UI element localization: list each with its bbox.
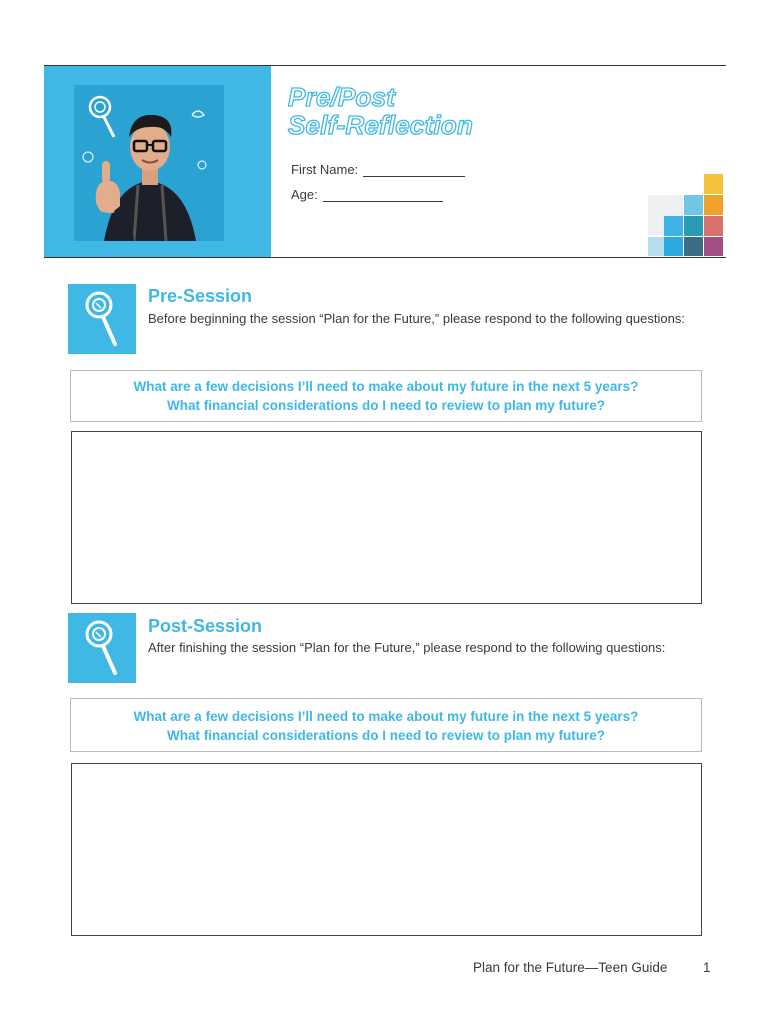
first-name-line[interactable] (363, 164, 465, 177)
post-question-1: What are a few decisions I’ll need to make about my future in the next 5 years? (133, 709, 639, 724)
color-block (684, 195, 703, 215)
post-session-answer-box[interactable] (71, 763, 702, 936)
pre-session-description: Before beginning the session “Plan for the Future,” please respond to the following questions: (148, 311, 685, 326)
teen-photo (74, 85, 224, 241)
color-block (704, 174, 723, 194)
color-block (684, 216, 703, 236)
magnifying-glass-icon (68, 284, 136, 354)
pre-question-1: What are a few decisions I’ll need to make about my future in the next 5 years? (133, 379, 639, 394)
color-block (704, 216, 723, 236)
pre-session-question-box (70, 370, 702, 422)
title-line-1: Pre/Post (288, 82, 396, 112)
first-name-field[interactable] (291, 162, 465, 177)
color-block (684, 237, 703, 256)
post-session-question-box (70, 698, 702, 752)
first-name-label: First Name: (291, 162, 359, 177)
footer-guide-title: Plan for the Future—Teen Guide (473, 960, 668, 975)
magnifying-glass-icon (68, 613, 136, 683)
pre-session-title: Pre-Session (148, 286, 253, 306)
title-line-2: Self-Reflection (288, 110, 474, 140)
color-block (664, 216, 683, 236)
age-label: Age: (291, 187, 318, 202)
age-field[interactable] (291, 187, 443, 202)
pre-question-2: What financial considerations do I need to review to plan my future? (166, 398, 606, 413)
page-number: 1 (703, 960, 711, 975)
post-question-2: What financial considerations do I need to review to plan my future? (166, 728, 606, 743)
header-photo-panel (44, 66, 271, 257)
color-block (664, 237, 683, 256)
age-line[interactable] (323, 189, 443, 202)
post-session-title: Post-Session (148, 616, 263, 636)
pre-session-answer-box[interactable] (71, 431, 702, 604)
color-block (704, 195, 723, 215)
post-session-description: After finishing the session “Plan for the Future,” please respond to the following questions: (148, 640, 666, 655)
page-title (288, 83, 473, 139)
header-banner (44, 65, 726, 258)
color-block (704, 237, 723, 256)
